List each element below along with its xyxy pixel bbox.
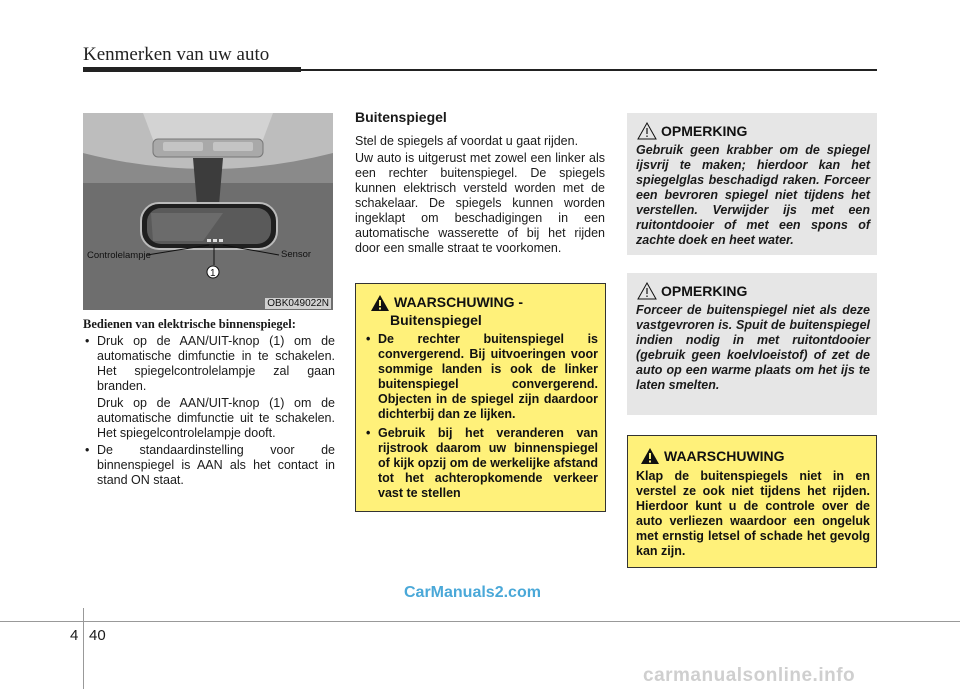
list-item: • Druk op de AAN/UIT-knop (1) om de automatische dimfunctie in te schakelen. Het spiegelcontrolelampje zal gaan branden. xyxy=(85,334,335,393)
note-title: OPMERKING xyxy=(661,283,748,299)
warning-body xyxy=(364,332,598,505)
mirror-illustration xyxy=(83,113,333,310)
caution-triangle-icon xyxy=(637,282,657,300)
bullet-mark: • xyxy=(366,332,371,346)
bullet-mark: • xyxy=(85,443,90,457)
page-number: 40 xyxy=(89,627,106,644)
list-item: • Gebruik bij het veranderen van rijstrook daarom uw binnenspiegel of kijk opzij om de werkelijke afstand tot het achteropkomende verkeer vast te stellen xyxy=(366,426,598,500)
warning-box-folding xyxy=(627,435,877,568)
mirror-operation-caption: Bedienen van elektrische binnenspiegel: xyxy=(83,317,296,331)
watermark-footer: carmanualsonline.info xyxy=(643,665,856,686)
figure-code: OBK049022N xyxy=(267,298,329,309)
warning-title: WAARSCHUWING - xyxy=(394,294,524,310)
note-box-frozen-mirror xyxy=(627,273,877,415)
header-rule-thick xyxy=(83,67,301,72)
callout-number: 1 xyxy=(210,268,216,279)
note-body: Gebruik geen krabber om de spiegel ijsvrij te maken; hierdoor kan het spiegelglas beschadigd raken. Forceer een bevroren spiegel niet tijdens het verstellen. Verwijder ijs met een ruitontdooier of met een spons of zachte doek en heet water. xyxy=(636,143,870,247)
warning-triangle-icon xyxy=(640,447,660,465)
warning-body: Klap de buitenspiegels niet in en verstel ze ook niet tijdens het rijden. Hierdoor kunt u de controle over de auto verliezen waardoor een ongeluk met ernstig letsel of schade het gevolg kan zijn. xyxy=(636,469,870,558)
indicator-lamp-label: Controlelampje xyxy=(87,250,151,261)
paragraph: Uw auto is uitgerust met zowel een linker als een rechter buitenspiegel. De spiegels kunnen elektrisch versteld worden met de schakelaar. De spiegels kunnen worden ingeklapt om beschadigingen in een automatische wasserette of bij het rijden door een smalle straat te voorkomen. xyxy=(355,151,605,255)
list-item: • De rechter buitenspiegel is convergerend. Bij uitvoeringen voor sommige landen is ook de linker buitenspiegel convergerend. Objecten in de spiegel zijn daardoor dichterbij dan ze lijken. xyxy=(366,332,598,421)
bullet-mark: • xyxy=(85,334,90,348)
note-box-scraper xyxy=(627,113,877,255)
section-heading: Buitenspiegel xyxy=(355,109,447,125)
sensor-label: Sensor xyxy=(281,249,312,260)
caution-triangle-icon xyxy=(637,122,657,140)
page-header-title: Kenmerken van uw auto xyxy=(83,44,270,65)
list-item-continuation: Druk op de AAN/UIT-knop (1) om de automatische dimfunctie uit te schakelen. Het spiegelcontrolelampje dooft. xyxy=(97,396,335,440)
footer-divider xyxy=(83,608,84,689)
footer-rule xyxy=(0,621,960,622)
mirror-operation-list xyxy=(83,334,335,490)
warning-subtitle: Buitenspiegel xyxy=(390,312,482,328)
list-item: • De standaardinstelling voor de binnenspiegel is AAN als het contact in stand ON staat. xyxy=(85,443,335,487)
header-rule-thin xyxy=(301,69,877,71)
warning-triangle-icon xyxy=(370,294,390,312)
warning-title: WAARSCHUWING xyxy=(664,448,785,464)
rearview-mirror-figure xyxy=(83,113,333,310)
paragraph: Stel de spiegels af voordat u gaat rijden. xyxy=(355,134,579,148)
watermark-link[interactable]: CarManuals2.com xyxy=(404,584,541,601)
chapter-number: 4 xyxy=(70,627,79,644)
bullet-mark: • xyxy=(366,426,371,440)
note-body: Forceer de buitenspiegel niet als deze vastgevroren is. Spuit de buitenspiegel indien nodig in met ruitontdooier (gebruik geen koelvloeistof) of zet de auto op een warme plaats om het ijs te laten smelten. xyxy=(636,303,870,392)
warning-box-outside-mirror xyxy=(355,283,606,512)
note-title: OPMERKING xyxy=(661,123,748,139)
